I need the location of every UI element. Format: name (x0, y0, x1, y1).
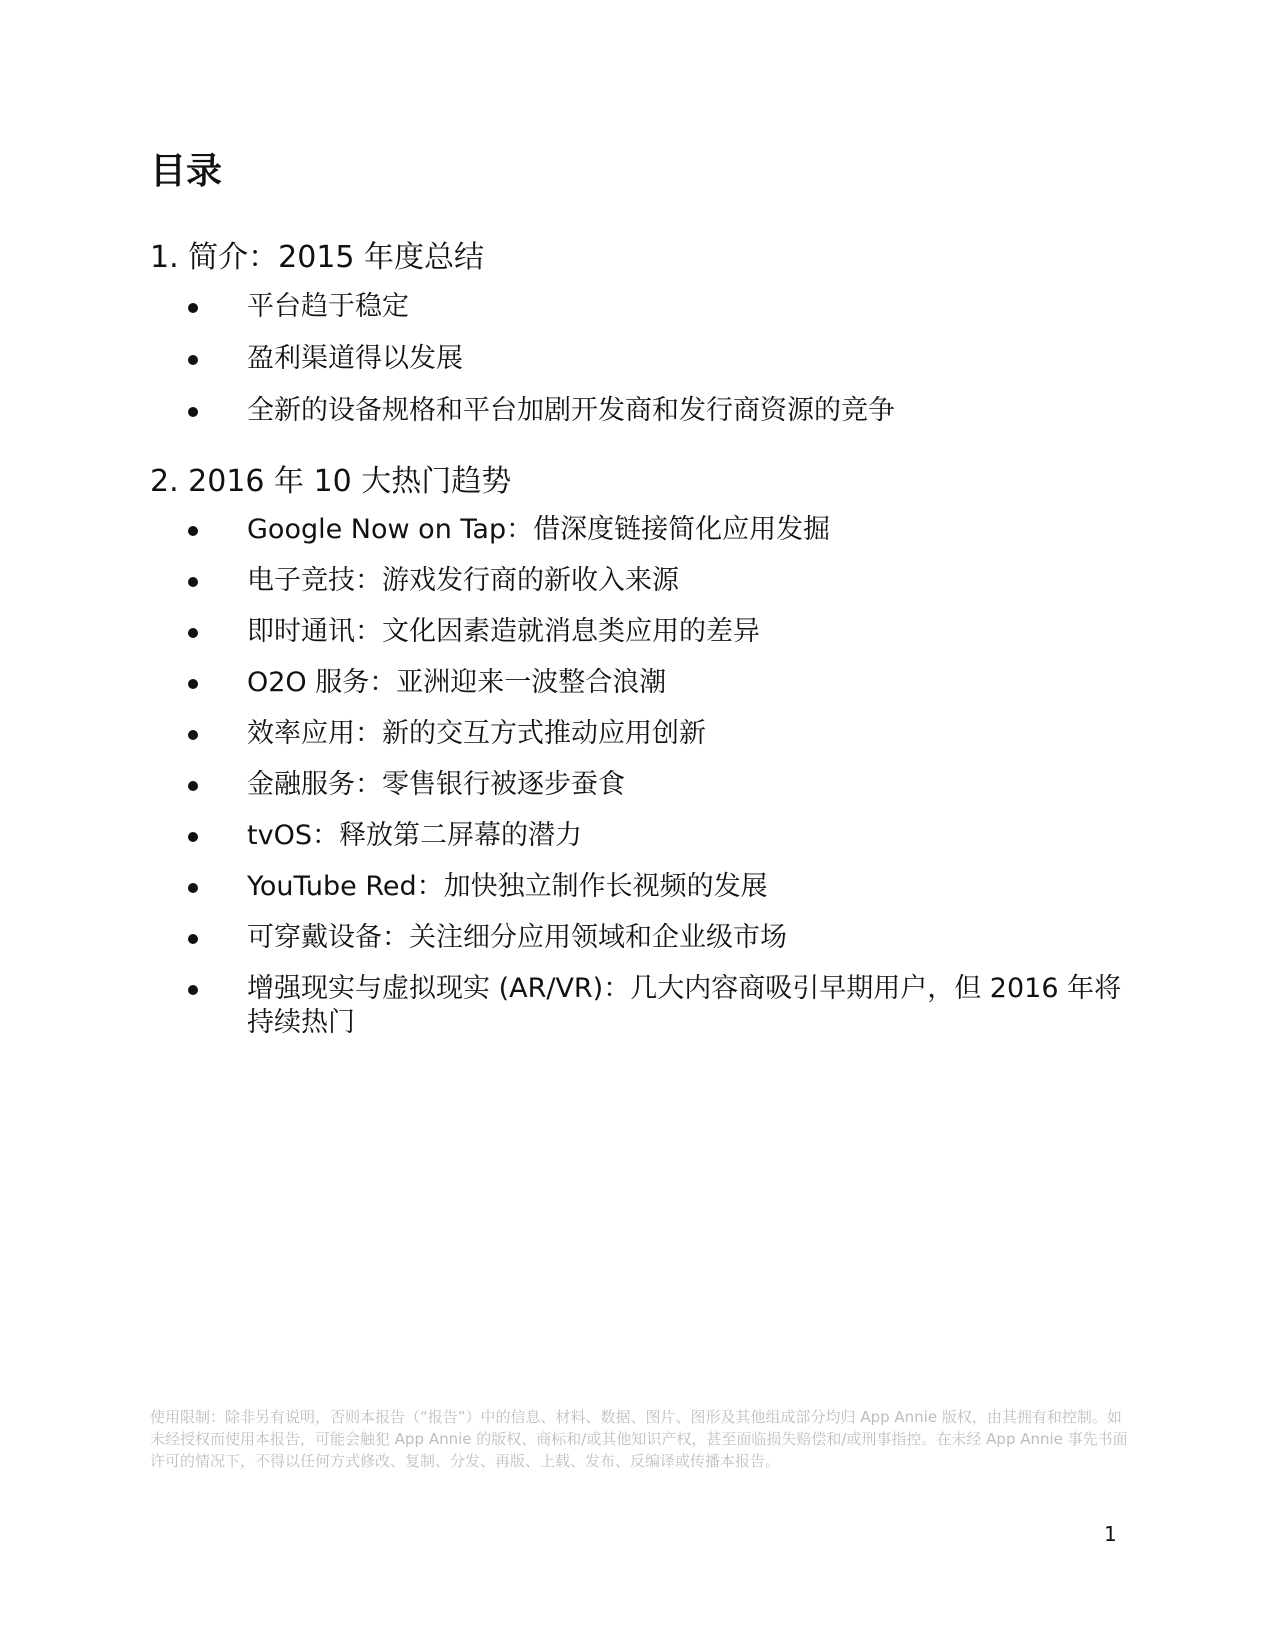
list-item (150, 819, 1130, 853)
list-item-text: 盈利渠道得以发展 (247, 343, 463, 374)
usage-restriction-notice: 使用限制：除非另有说明，否则本报告（“报告”）中的信息、材料、数据、图片、图形及其他组成部分均归 App Annie 版权，由其拥有和控制。如未经授权而使用本报告，可能会触犯 App Annie 的版权、商标和/或其他知识产权，甚至面临损失赔偿和/或刑事指控。在未经 App Annie 事先书面许可的情况下，不得以任何方式修改、复制、分发、再版、上载、发布、反编译或传播本报告。 (150, 1408, 1128, 1470)
bullet-icon (188, 577, 198, 587)
list-item (150, 564, 1130, 598)
list-item (150, 394, 1130, 428)
bullet-icon (188, 934, 198, 944)
list-item (150, 513, 1130, 547)
list-item-text: YouTube Red：加快独立制作长视频的发展 (247, 871, 768, 902)
section-trends-list (150, 513, 1130, 1057)
list-item-text: 可穿戴设备：关注细分应用领域和企业级市场 (247, 922, 787, 953)
bullet-icon (188, 303, 198, 313)
list-item-text: 全新的设备规格和平台加剧开发商和发行商资源的竞争 (247, 395, 895, 426)
list-item (150, 615, 1130, 649)
list-item (150, 290, 1130, 324)
bullet-icon (188, 355, 198, 365)
bullet-icon (188, 730, 198, 740)
section-heading-intro: 1. 简介：2015 年度总结 (150, 240, 485, 275)
bullet-icon (188, 526, 198, 536)
page-title: 目录 (150, 151, 223, 192)
page-number: 1 (1104, 1522, 1117, 1546)
list-item (150, 921, 1130, 955)
section-intro-list (150, 290, 1130, 446)
list-item (150, 342, 1130, 376)
list-item-text: 金融服务：零售银行被逐步蚕食 (247, 769, 625, 800)
bullet-icon (188, 832, 198, 842)
list-item-text: Google Now on Tap：借深度链接简化应用发掘 (247, 514, 831, 545)
list-item-text: O2O 服务：亚洲迎来一波整合浪潮 (247, 667, 667, 698)
bullet-icon (188, 407, 198, 417)
list-item-text: 增强现实与虚拟现实 (AR/VR)：几大内容商吸引早期用户，但 2016 年将持续热门 (247, 973, 1122, 1038)
bullet-icon (188, 985, 198, 995)
bullet-icon (188, 628, 198, 638)
bullet-icon (188, 883, 198, 893)
list-item-text: 平台趋于稳定 (247, 291, 409, 322)
list-item-text: 电子竞技：游戏发行商的新收入来源 (247, 565, 679, 596)
list-item-text: 即时通讯：文化因素造就消息类应用的差异 (247, 616, 760, 647)
list-item (150, 870, 1130, 904)
bullet-icon (188, 679, 198, 689)
list-item (150, 666, 1130, 700)
list-item-text: 效率应用：新的交互方式推动应用创新 (247, 718, 706, 749)
list-item (150, 768, 1130, 802)
list-item-text: tvOS：释放第二屏幕的潜力 (247, 820, 582, 851)
bullet-icon (188, 781, 198, 791)
list-item (150, 972, 1130, 1040)
list-item (150, 717, 1130, 751)
section-heading-trends: 2. 2016 年 10 大热门趋势 (150, 464, 512, 499)
